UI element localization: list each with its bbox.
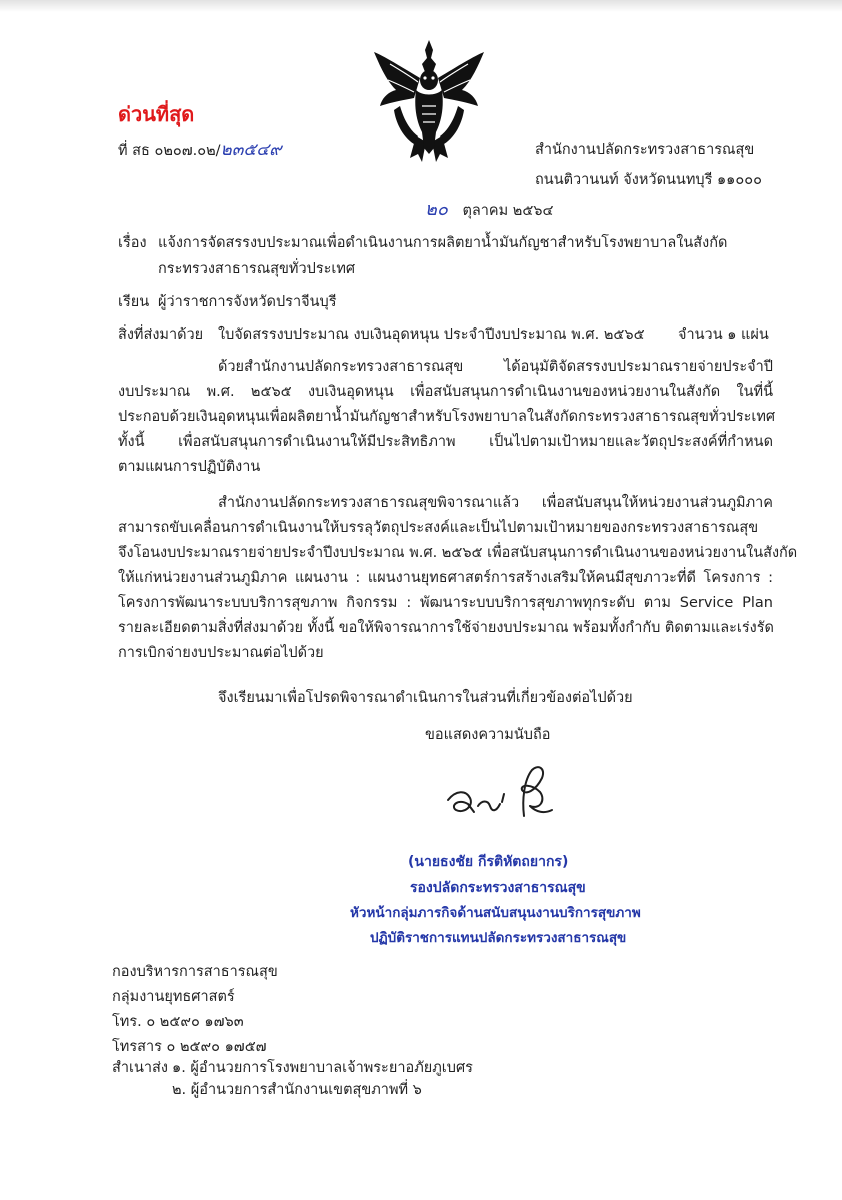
para2-line: ให้แก่หน่วยงานส่วนภูมิภาค แผนงาน : แผนงานยุทธศาสตร์การสร้างเสริมให้คนมีสุขภาวะที่ดี โครงการ : [118,570,773,586]
signatory-name: (นายธงชัย กีรติหัตถยากร) [408,854,569,870]
enclosure-label: สิ่งที่ส่งมาด้วย [118,327,204,343]
subject-label: เรื่อง [118,235,147,251]
signatory-title-1: รองปลัดกระทรวงสาธารณสุข [410,880,586,896]
sender-line-1: สำนักงานปลัดกระทรวงสาธารณสุข [535,142,755,158]
para1-line: ตามแผนการปฏิบัติงาน [118,459,261,475]
subject-line-1: แจ้งการจัดสรรงบประมาณเพื่อดำเนินงานการผลิตยาน้ำมันกัญชาสำหรับโรงพยาบาลในสังกัด [158,235,728,251]
para2-line: จึงโอนงบประมาณรายจ่ายประจำปีงบประมาณ พ.ศ. ๒๕๖๕ เพื่อสนับสนุนการดำเนินงานของหน่วยงานในสังกัด [118,545,798,561]
para2-line: โครงการพัฒนาระบบบริการสุขภาพ กิจกรรม : พัฒนาระบบบริการสุขภาพทุกระดับ ตาม Service Plan [118,595,773,611]
para2-line: การเบิกจ่ายงบประมาณต่อไปด้วย [118,645,324,661]
cc-recipient-1: ๑. ผู้อำนวยการโรงพยาบาลเจ้าพระยาอภัยภูเบศร [172,1060,473,1076]
signatory-title-3: ปฏิบัติราชการแทนปลัดกระทรวงสาธารณสุข [370,930,627,946]
para2-line: สำนักงานปลัดกระทรวงสาธารณสุขพิจารณาแล้ว เพื่อสนับสนุนให้หน่วยงานส่วนภูมิภาค [218,495,773,511]
para1-line: ทั้งนี้ เพื่อสนับสนุนการดำเนินงานให้มีประสิทธิภาพ เป็นไปตามเป้าหมายและวัตถุประสงค์ที่กำหนด [118,434,773,450]
subject-line-2: กระทรวงสาธารณสุขทั่วประเทศ [158,261,356,277]
scan-edge [0,0,842,12]
footer-telephone: โทร. ๐ ๒๕๙๐ ๑๗๖๓ [112,1014,244,1030]
cc-label: สำเนาส่ง [112,1060,168,1076]
handwritten-signature-icon [440,760,560,830]
salutation-label: เรียน [118,294,150,310]
letter-date [425,200,554,221]
footer-fax: โทรสาร ๐ ๒๕๙๐ ๑๗๕๗ [112,1039,267,1055]
garuda-emblem-icon [370,36,488,166]
complimentary-close: ขอแสดงความนับถือ [425,727,551,743]
reference-number [118,140,282,161]
para1-line: ด้วยสำนักงานปลัดกระทรวงสาธารณสุข ได้อนุมัติจัดสรรงบประมาณรายจ่ายประจำปี [218,359,773,375]
sender-line-2: ถนนติวานนท์ จังหวัดนนทบุรี ๑๑๐๐๐ [535,172,762,188]
cc-recipient-2: ๒. ผู้อำนวยการสำนักงานเขตสุขภาพที่ ๖ [172,1082,422,1098]
date-month-year: ตุลาคม ๒๕๖๔ [462,203,554,219]
para2-line: รายละเอียดตามสิ่งที่ส่งมาด้วย ทั้งนี้ ขอให้พิจารณาการใช้จ่ายงบประมาณ พร้อมทั้งกำกับ ติดตามและเร่งรัด [118,620,774,636]
para1-line: ประกอบด้วยเงินอุดหนุนเพื่อผลิตยาน้ำมันกัญชาสำหรับโรงพยาบาลในสังกัดกระทรวงสาธารณสุขทั่วประเทศ [118,409,776,425]
reference-prefix: ที่ สธ ๐๒๐๗.๐๒/ [118,143,221,159]
signatory-title-2: หัวหน้ากลุ่มภารกิจด้านสนับสนุนงานบริการสุขภาพ [350,905,641,921]
footer-group: กลุ่มงานยุทธศาสตร์ [112,989,235,1005]
urgency-label: ด่วนที่สุด [118,102,195,126]
para2-line: สามารถขับเคลื่อนการดำเนินงานให้บรรลุวัตถุประสงค์และเป็นไปตามเป้าหมายของกระทรวงสาธารณสุข [118,520,759,536]
footer-department: กองบริหารการสาธารณสุข [112,964,278,980]
salutation-recipient: ผู้ว่าราชการจังหวัดปราจีนบุรี [158,294,337,310]
date-day-handwritten: ๒๐ [425,199,448,220]
enclosure-quantity: จำนวน ๑ แผ่น [678,327,769,343]
reference-handwritten: ๒๓๕๔๙ [220,140,282,160]
enclosure-value: ใบจัดสรรงบประมาณ งบเงินอุดหนุน ประจำปีงบประมาณ พ.ศ. ๒๕๖๕ [218,327,645,343]
closing-request: จึงเรียนมาเพื่อโปรดพิจารณาดำเนินการในส่วนที่เกี่ยวข้องต่อไปด้วย [218,690,633,706]
para1-line: งบประมาณ พ.ศ. ๒๕๖๕ งบเงินอุดหนุน เพื่อสนับสนุนการดำเนินงานของหน่วยงานในสังกัด ในที่นี้ [118,384,773,400]
